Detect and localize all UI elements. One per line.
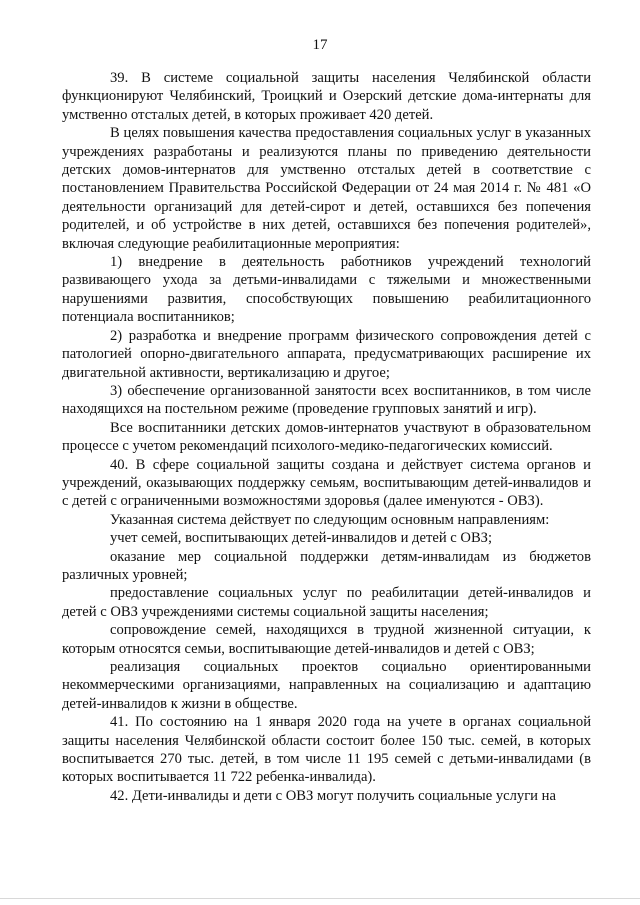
direction-item: учет семей, воспитывающих детей-инвалидов и детей с ОВЗ; [110,530,493,547]
paragraph-pupils: Все воспитанники детских домов-интернатов участвуют в образовательном процессе с учетом рекомендаций психолого-медико-педагогических комиссий. [62,419,591,455]
list-item-3: 3) обеспечение организованной занятости всех воспитанников, в том числе находящихся на постельном режиме (проведение групповых занятий и игр). [62,382,591,418]
list-item-1: 1) внедрение в деятельность работников учреждений технологий развивающего ухода за детьми-инвалидами с тяжелыми и множественными нарушениями развития, способствующих повышению реабилитационного потенциала воспитанников; [62,254,591,326]
paragraph-directions-intro: Указанная система действует по следующим основным направлениям: [110,511,550,528]
document-body [62,69,591,805]
page-bottom-edge [0,898,640,899]
page-number: 17 [312,37,328,53]
paragraph-42: 42. Дети-инвалиды и дети с ОВЗ могут получить социальные услуги на [110,787,556,804]
direction-item: предоставление социальных услуг по реабилитации детей-инвалидов и детей с ОВЗ учреждениями системы социальной защиты населения; [62,585,591,620]
direction-item: оказание мер социальной поддержки детям-инвалидам из бюджетов различных уровней; [62,548,591,583]
paragraph-41: 41. По состоянию на 1 января 2020 года на учете в органах социальной защиты населения Челябинской области состоит более 150 тыс. семей, в которых воспитывается 270 тыс. детей, в том числе 11 195 семей с детьми-инвалидами (в которых воспитывается 11 722 ребенка-инвалида). [62,714,591,786]
paragraph-40: 40. В сфере социальной защиты создана и действует система органов и учреждений, оказывающих поддержку семьям, воспитывающим детей-инвалидов и с детей с ограниченными возможностями здоровья (далее именуются - ОВЗ). [62,456,591,510]
direction-item: реализация социальных проектов социально ориентированными некоммерческими организациями, направленных на социализацию и адаптацию детей-инвалидов к жизни в обществе. [62,659,591,712]
direction-item: сопровождение семей, находящихся в трудной жизненной ситуации, к которым относятся семьи, воспитывающие детей-инвалидов и детей с ОВЗ; [62,622,591,657]
list-item-2: 2) разработка и внедрение программ физического сопровождения детей с патологией опорно-двигательного аппарата, предусматривающих расширение их двигательной активности, вертикализацию и другое; [62,327,591,381]
paragraph-measures-intro: В целях повышения качества предоставления социальных услуг в указанных учреждениях разработаны и реализуются планы по приведению деятельности детских домов-интернатов для умственно отсталых детей в соответствие с постановлением Правительства Российской Федерации от 24 мая 2014 г. № 481 «О деятельности организаций для детей-сирот и детей, оставшихся без попечения родителей, и об устройстве в них детей, оставшихся без попечения родителей», включая следующие реабилитационные мероприятия: [62,125,591,252]
paragraph-39: 39. В системе социальной защиты населения Челябинской области функционируют Челябинский, Троицкий и Озерский детские дома-интернаты для умственно отсталых детей, в которых проживает 420 детей. [62,70,591,123]
